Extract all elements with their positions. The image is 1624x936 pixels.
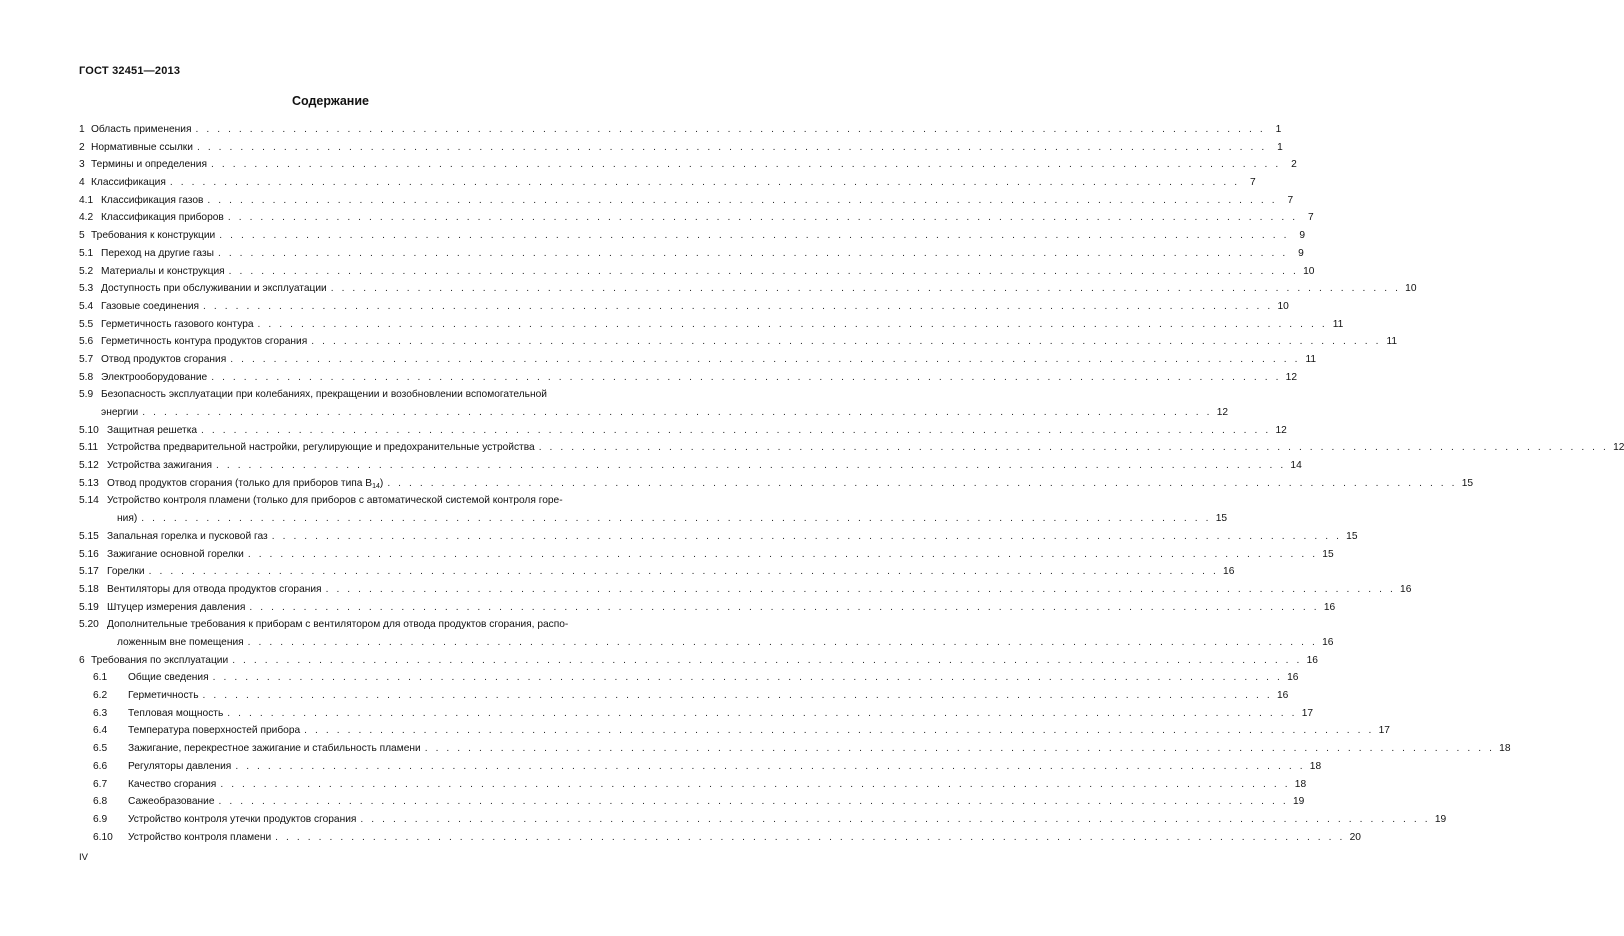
toc-entry-number: 4.1	[79, 194, 94, 206]
toc-entry-page: 19	[1434, 813, 1447, 825]
toc-entry-number: 5.15	[79, 530, 99, 542]
toc-entry-number: 6	[79, 654, 85, 666]
toc-entry-title: Устройство контроля утечки продуктов сгорания	[128, 813, 357, 825]
toc-entry[interactable]	[79, 563, 1235, 581]
toc-entry-page: 18	[1309, 760, 1322, 772]
toc-entry-number: 5.20	[79, 619, 99, 631]
toc-entry-title: Электрооборудование	[101, 371, 208, 383]
toc-entry-title: Требования по эксплуатации	[91, 654, 229, 666]
dot-leader: . . . . . . . . . . . . . . . . . . . . . . . . . . . . . . . . . . . . . . . . . . . . . . . . . . . . . . . . . . . . . . . . . . . . . . . . . . . . . . . . . . . . . . . . . . . . . . . . . . .	[247, 637, 1318, 649]
toc-entry-number: 5.1	[79, 247, 94, 259]
toc-entry-title: Штуцер измерения давления	[107, 601, 246, 613]
toc-entry-page: 9	[1298, 247, 1304, 259]
toc-entry-title: Вентиляторы для отвода продуктов сгорания	[107, 583, 322, 595]
toc-entry[interactable]	[79, 687, 1289, 705]
dot-leader: . . . . . . . . . . . . . . . . . . . . . . . . . . . . . . . . . . . . . . . . . . . . . . . . . . . . . . . . . . . . . . . . . . . . . . . . . . . . . . . . . . . . . . . . . . . . . . . . . . .	[271, 530, 1342, 542]
toc-entry[interactable]	[79, 811, 1447, 829]
toc-entry[interactable]	[79, 192, 1294, 210]
toc-entry-number: 5.12	[79, 460, 99, 472]
toc-entry[interactable]	[79, 227, 1306, 245]
toc-entry-page: 16	[1306, 654, 1318, 666]
toc-entry-page: 11	[1386, 336, 1398, 348]
dot-leader: . . . . . . . . . . . . . . . . . . . . . . . . . . . . . . . . . . . . . . . . . . . . . . . . . . . . . . . . . . . . . . . . . . . . . . . . . . . . . . . . . . . . . . . . . . . . . . . . . . .	[211, 371, 1281, 383]
toc-entry-page: 18	[1294, 778, 1307, 790]
dot-leader: . . . . . . . . . . . . . . . . . . . . . . . . . . . . . . . . . . . . . . . . . . . . . . . . . . . . . . . . . . . . . . . . . . . . . . . . . . . . . . . . . . . . . . . . . . . . . . . . . . .	[230, 353, 1301, 365]
toc-entry-page: 12	[1613, 442, 1624, 454]
dot-leader: . . . . . . . . . . . . . . . . . . . . . . . . . . . . . . . . . . . . . . . . . . . . . . . . . . . . . . . . . . . . . . . . . . . . . . . . . . . . . . . . . . . . . . . . . . . . . . . . . . .	[202, 690, 1273, 702]
dot-leader: . . . . . . . . . . . . . . . . . . . . . . . . . . . . . . . . . . . . . . . . . . . . . . . . . . . . . . . . . . . . . . . . . . . . . . . . . . . . . . . . . . . . . . . . . . . . . . . . . . .	[538, 442, 1609, 454]
toc-entry-page: 14	[1290, 460, 1302, 472]
toc-entry-title: Герметичность газового контура	[101, 318, 254, 330]
toc-entry-title: Общие сведения	[128, 672, 209, 684]
dot-leader: . . . . . . . . . . . . . . . . . . . . . . . . . . . . . . . . . . . . . . . . . . . . . . . . . . . . . . . . . . . . . . . . . . . . . . . . . . . . . . . . . . . . . . . . . . . . . . . . . . .	[148, 566, 1219, 578]
toc-entry-title: Устройства зажигания	[107, 460, 212, 472]
toc-entry-number: 6.9	[93, 813, 108, 825]
table-of-contents	[79, 121, 1624, 846]
toc-entry-number: 5.4	[79, 300, 94, 312]
toc-entry-page: 17	[1301, 707, 1314, 719]
dot-leader: . . . . . . . . . . . . . . . . . . . . . . . . . . . . . . . . . . . . . . . . . . . . . . . . . . . . . . . . . . . . . . . . . . . . . . . . . . . . . . . . . . . . . . . . . . . . . . . . . . .	[218, 796, 1289, 808]
toc-entry-title-suffix: )	[379, 477, 384, 489]
toc-entry[interactable]	[79, 528, 1358, 546]
toc-entry-title: Герметичность контура продуктов сгорания	[101, 336, 308, 348]
toc-entry-number: 5.19	[79, 601, 99, 613]
toc-entry[interactable]	[79, 439, 1624, 457]
toc-entry-page: 18	[1499, 743, 1511, 755]
toc-entry[interactable]	[79, 174, 1256, 192]
page-title: Содержание	[291, 94, 369, 108]
toc-entry[interactable]	[79, 263, 1315, 281]
dot-leader: . . . . . . . . . . . . . . . . . . . . . . . . . . . . . . . . . . . . . . . . . . . . . . . . . . . . . . . . . . . . . . . . . . . . . . . . . . . . . . . . . . . . . . . . . . . . . . . . . . .	[195, 124, 1266, 135]
toc-entry[interactable]	[79, 776, 1307, 794]
toc-entry-page: 15	[1461, 477, 1474, 489]
toc-entry-number: 5.3	[79, 283, 94, 295]
toc-entry[interactable]	[79, 209, 1314, 227]
toc-entry-number: 5.2	[79, 265, 94, 277]
toc-entry-number: 5.13	[79, 477, 99, 489]
document-id: ГОСТ 32451—2013	[79, 65, 181, 77]
toc-entry-number: 5.6	[79, 336, 94, 348]
dot-leader: . . . . . . . . . . . . . . . . . . . . . . . . . . . . . . . . . . . . . . . . . . . . . . . . . . . . . . . . . . . . . . . . . . . . . . . . . . . . . . . . . . . . . . . . . . . . . . . . . . .	[219, 230, 1290, 242]
toc-entry-title: Отвод продуктов сгорания	[101, 353, 227, 365]
dot-leader: . . . . . . . . . . . . . . . . . . . . . . . . . . . . . . . . . . . . . . . . . . . . . . . . . . . . . . . . . . . . . . . . . . . . . . . . . . . . . . . . . . . . . . . . . . . . . . . . . . .	[196, 141, 1267, 153]
toc-entry-title: Сажеобразование	[128, 796, 215, 808]
dot-leader: . . . . . . . . . . . . . . . . . . . . . . . . . . . . . . . . . . . . . . . . . . . . . . . . . . . . . . . . . . . . . . . . . . . . . . . . . . . . . . . . . . . . . . . . . . . . . . . . . . .	[275, 831, 1345, 843]
toc-entry-number: 6.2	[93, 690, 108, 702]
toc-entry-title: Устройства предварительной настройки, регулирующие и предохранительные устройства	[107, 442, 535, 454]
toc-entry-page: 7	[1307, 212, 1314, 224]
toc-entry-title: ложенным вне помещения	[117, 637, 244, 649]
toc-entry-title: Безопасность эксплуатации при колебаниях, прекращении и возобновлении вспомогательной	[101, 389, 547, 401]
toc-entry[interactable]	[79, 369, 1297, 387]
toc-entry-number: 6.7	[93, 778, 108, 790]
toc-entry-number: 5	[79, 230, 85, 242]
toc-entry-title: Классификация газов	[101, 194, 204, 206]
toc-entry-page: 1	[1275, 124, 1282, 135]
toc-entry-page: 1	[1277, 141, 1283, 153]
toc-entry[interactable]	[79, 139, 1283, 157]
toc-entry-title: Классификация	[91, 177, 166, 189]
dot-leader: . . . . . . . . . . . . . . . . . . . . . . . . . . . . . . . . . . . . . . . . . . . . . . . . . . . . . . . . . . . . . . . . . . . . . . . . . . . . . . . . . . . . . . . . . . . . . . . . . . .	[249, 601, 1320, 613]
toc-entry-number: 4.2	[79, 212, 94, 224]
toc-entry-page: 2	[1291, 159, 1297, 171]
toc-entry[interactable]	[79, 616, 1334, 651]
toc-entry-title: Требования к конструкции	[91, 230, 216, 242]
toc-entry-title: Материалы и конструкция	[101, 265, 225, 277]
dot-leader: . . . . . . . . . . . . . . . . . . . . . . . . . . . . . . . . . . . . . . . . . . . . . . . . . . . . . . . . . . . . . . . . . . . . . . . . . . . . . . . . . . . . . . . . . . . . . . . . . . .	[212, 672, 1283, 684]
toc-entry-title: Качество сгорания	[128, 778, 217, 790]
toc-entry-title: Горелки	[107, 566, 145, 578]
toc-entry-page: 16	[1400, 583, 1412, 595]
toc-entry-page: 10	[1303, 265, 1315, 277]
toc-entry-page: 19	[1292, 796, 1305, 808]
dot-leader: . . . . . . . . . . . . . . . . . . . . . . . . . . . . . . . . . . . . . . . . . . . . . . . . . . . . . . . . . . . . . . . . . . . . . . . . . . . . . . . . . . . . . . . . . . . . . . . . . . .	[220, 778, 1291, 790]
toc-entry[interactable]	[79, 121, 1282, 139]
dot-leader: . . . . . . . . . . . . . . . . . . . . . . . . . . . . . . . . . . . . . . . . . . . . . . . . . . . . . . . . . . . . . . . . . . . . . . . . . . . . . . . . . . . . . . . . . . . . . . . . . . .	[325, 583, 1396, 595]
toc-entry-page: 15	[1322, 548, 1334, 560]
toc-entry-page: 16	[1323, 601, 1336, 613]
toc-entry[interactable]	[79, 793, 1305, 811]
toc-entry-page: 16	[1223, 566, 1235, 578]
toc-entry-title: Устройство контроля пламени (только для приборов с автоматической системой контроля горе-	[107, 495, 563, 507]
toc-entry[interactable]	[79, 333, 1398, 351]
toc-entry-number: 6.1	[93, 672, 108, 684]
toc-entry[interactable]	[79, 492, 1228, 527]
toc-entry-number: 5.18	[79, 583, 99, 595]
dot-leader: . . . . . . . . . . . . . . . . . . . . . . . . . . . . . . . . . . . . . . . . . . . . . . . . . . . . . . . . . . . . . . . . . . . . . . . . . . . . . . . . . . . . . . . . . . . . . . . . . . .	[227, 212, 1298, 224]
toc-entry-title: Запальная горелка и пусковой газ	[107, 530, 268, 542]
toc-entry-page: 12	[1285, 371, 1297, 383]
toc-entry-number: 6.5	[93, 743, 108, 755]
toc-entry-number: 6.8	[93, 796, 108, 808]
toc-entry[interactable]	[79, 475, 1474, 493]
toc-entry-page: 11	[1332, 318, 1344, 330]
toc-entry-title: Тепловая мощность	[128, 707, 224, 719]
dot-leader: . . . . . . . . . . . . . . . . . . . . . . . . . . . . . . . . . . . . . . . . . . . . . . . . . . . . . . . . . . . . . . . . . . . . . . . . . . . . . . . . . . . . . . . . . . . . . . . . . . .	[232, 654, 1302, 666]
dot-leader: . . . . . . . . . . . . . . . . . . . . . . . . . . . . . . . . . . . . . . . . . . . . . . . . . . . . . . . . . . . . . . . . . . . . . . . . . . . . . . . . . . . . . . . . . . . . . . . . . . .	[235, 760, 1306, 772]
toc-entry[interactable]	[79, 669, 1299, 687]
toc-entry[interactable]	[79, 245, 1304, 263]
toc-entry[interactable]	[79, 599, 1336, 617]
toc-entry-page: 10	[1277, 300, 1289, 312]
dot-leader: . . . . . . . . . . . . . . . . . . . . . . . . . . . . . . . . . . . . . . . . . . . . . . . . . . . . . . . . . . . . . . . . . . . . . . . . . . . . . . . . . . . . . . . . . . . . . . . . . . .	[203, 300, 1273, 312]
toc-entry-title: Герметичность	[128, 690, 199, 702]
dot-leader: . . . . . . . . . . . . . . . . . . . . . . . . . . . . . . . . . . . . . . . . . . . . . . . . . . . . . . . . . . . . . . . . . . . . . . . . . . . . . . . . . . . . . . . . . . . . . . . . . . .	[257, 318, 1328, 330]
dot-leader: . . . . . . . . . . . . . . . . . . . . . . . . . . . . . . . . . . . . . . . . . . . . . . . . . . . . . . . . . . . . . . . . . . . . . . . . . . . . . . . . . . . . . . . . . . . . . . . . . . .	[201, 424, 1271, 436]
toc-entry-page: 7	[1287, 194, 1294, 206]
toc-entry-title: Зажигание, перекрестное зажигание и стабильность пламени	[128, 743, 421, 755]
toc-entry-number: 5.10	[79, 424, 99, 436]
toc-entry-page: 15	[1346, 530, 1358, 542]
toc-entry-number: 6.4	[93, 725, 108, 737]
toc-entry-page: 9	[1299, 230, 1306, 242]
toc-entry-number: 6.6	[93, 760, 108, 772]
dot-leader: . . . . . . . . . . . . . . . . . . . . . . . . . . . . . . . . . . . . . . . . . . . . . . . . . . . . . . . . . . . . . . . . . . . . . . . . . . . . . . . . . . . . . . . . . . . . . . . . . . .	[311, 336, 1382, 348]
toc-entry[interactable]	[79, 280, 1417, 298]
dot-leader: . . . . . . . . . . . . . . . . . . . . . . . . . . . . . . . . . . . . . . . . . . . . . . . . . . . . . . . . . . . . . . . . . . . . . . . . . . . . . . . . . . . . . . . . . . . . . . . . . . .	[228, 265, 1299, 277]
toc-entry-page: 12	[1275, 424, 1287, 436]
toc-entry-number: 6.10	[93, 831, 113, 843]
toc-entry-number: 5.14	[79, 495, 99, 507]
toc-entry-number: 4	[79, 177, 85, 189]
toc-entry-title: Защитная решетка	[107, 424, 198, 436]
dot-leader: . . . . . . . . . . . . . . . . . . . . . . . . . . . . . . . . . . . . . . . . . . . . . . . . . . . . . . . . . . . . . . . . . . . . . . . . . . . . . . . . . . . . . . . . . . . . . . . . . . .	[169, 177, 1240, 189]
toc-entry[interactable]	[79, 740, 1511, 758]
toc-entry-title: Дополнительные требования к приборам с вентилятором для отвода продуктов сгорания, распо-	[107, 619, 569, 631]
dot-leader: . . . . . . . . . . . . . . . . . . . . . . . . . . . . . . . . . . . . . . . . . . . . . . . . . . . . . . . . . . . . . . . . . . . . . . . . . . . . . . . . . . . . . . . . . . . . . . . . . . .	[304, 725, 1374, 737]
toc-entry-number: 1	[79, 124, 85, 135]
toc-entry-number: 5.7	[79, 353, 94, 365]
dot-leader: . . . . . . . . . . . . . . . . . . . . . . . . . . . . . . . . . . . . . . . . . . . . . . . . . . . . . . . . . . . . . . . . . . . . . . . . . . . . . . . . . . . . . . . . . . . . . . . . . . .	[247, 548, 1318, 560]
toc-entry-title: Газовые соединения	[101, 300, 200, 312]
toc-entry[interactable]	[79, 298, 1289, 316]
toc-entry-page: 16	[1287, 672, 1299, 684]
toc-entry[interactable]	[79, 422, 1287, 440]
toc-entry-page: 15	[1215, 513, 1228, 525]
dot-leader: . . . . . . . . . . . . . . . . . . . . . . . . . . . . . . . . . . . . . . . . . . . . . . . . . . . . . . . . . . . . . . . . . . . . . . . . . . . . . . . . . . . . . . . . . . . . . . . . . . .	[387, 477, 1458, 489]
toc-entry-page: 16	[1322, 637, 1334, 649]
toc-entry-title: Доступность при обслуживании и эксплуатации	[101, 283, 327, 295]
dot-leader: . . . . . . . . . . . . . . . . . . . . . . . . . . . . . . . . . . . . . . . . . . . . . . . . . . . . . . . . . . . . . . . . . . . . . . . . . . . . . . . . . . . . . . . . . . . . . . . . . . .	[227, 707, 1298, 719]
toc-entry-title: Классификация приборов	[101, 212, 224, 224]
toc-entry-page: 7	[1250, 177, 1256, 189]
toc-entry[interactable]	[79, 581, 1412, 599]
toc-entry-number: 5.11	[79, 442, 99, 454]
toc-entry-page: 11	[1305, 353, 1317, 365]
toc-entry[interactable]	[79, 457, 1302, 475]
toc-entry-page: 10	[1405, 283, 1417, 295]
toc-entry-title: Зажигание основной горелки	[107, 548, 244, 560]
toc-entry[interactable]	[79, 758, 1322, 776]
dot-leader: . . . . . . . . . . . . . . . . . . . . . . . . . . . . . . . . . . . . . . . . . . . . . . . . . . . . . . . . . . . . . . . . . . . . . . . . . . . . . . . . . . . . . . . . . . . . . . . . . . .	[330, 283, 1401, 295]
dot-leader: . . . . . . . . . . . . . . . . . . . . . . . . . . . . . . . . . . . . . . . . . . . . . . . . . . . . . . . . . . . . . . . . . . . . . . . . . . . . . . . . . . . . . . . . . . . . . . . . . . .	[215, 460, 1286, 472]
toc-entry[interactable]	[79, 156, 1297, 174]
toc-entry[interactable]	[79, 652, 1318, 670]
toc-entry[interactable]	[79, 829, 1361, 847]
page-number: IV	[79, 852, 88, 863]
toc-entry-title: Переход на другие газы	[101, 247, 214, 259]
toc-entry-title: Регуляторы давления	[128, 760, 232, 772]
dot-leader: . . . . . . . . . . . . . . . . . . . . . . . . . . . . . . . . . . . . . . . . . . . . . . . . . . . . . . . . . . . . . . . . . . . . . . . . . . . . . . . . . . . . . . . . . . . . . . . . . . .	[424, 743, 1495, 755]
toc-entry-number: 2	[79, 141, 85, 153]
toc-entry-title: Температура поверхностей прибора	[128, 725, 301, 737]
toc-entry-page: 17	[1378, 725, 1390, 737]
toc-entry-number: 5.17	[79, 566, 99, 578]
toc-entry-title: Отвод продуктов сгорания (только для приборов типа B	[107, 477, 373, 489]
toc-entry-page: 16	[1276, 690, 1289, 702]
toc-entry-title: энергии	[101, 407, 139, 419]
toc-entry[interactable]	[79, 722, 1390, 740]
dot-leader: . . . . . . . . . . . . . . . . . . . . . . . . . . . . . . . . . . . . . . . . . . . . . . . . . . . . . . . . . . . . . . . . . . . . . . . . . . . . . . . . . . . . . . . . . . . . . . . . . . .	[360, 813, 1431, 825]
toc-entry-number: 5.5	[79, 318, 94, 330]
dot-leader: . . . . . . . . . . . . . . . . . . . . . . . . . . . . . . . . . . . . . . . . . . . . . . . . . . . . . . . . . . . . . . . . . . . . . . . . . . . . . . . . . . . . . . . . . . . . . . . . . . .	[141, 513, 1212, 525]
toc-entry-title: Нормативные ссылки	[91, 141, 193, 153]
toc-entry-number: 5.9	[79, 389, 94, 401]
toc-entry[interactable]	[79, 546, 1334, 564]
toc-entry-number: 3	[79, 159, 85, 171]
toc-entry-title: Термины и определения	[91, 159, 207, 171]
toc-entry-title: Область применения	[91, 124, 192, 135]
dot-leader: . . . . . . . . . . . . . . . . . . . . . . . . . . . . . . . . . . . . . . . . . . . . . . . . . . . . . . . . . . . . . . . . . . . . . . . . . . . . . . . . . . . . . . . . . . . . . . . . . . .	[210, 159, 1281, 171]
dot-leader: . . . . . . . . . . . . . . . . . . . . . . . . . . . . . . . . . . . . . . . . . . . . . . . . . . . . . . . . . . . . . . . . . . . . . . . . . . . . . . . . . . . . . . . . . . . . . . . . . . .	[142, 407, 1213, 419]
toc-entry[interactable]	[79, 351, 1317, 369]
toc-entry-title: ния)	[117, 513, 138, 525]
toc-entry-number: 6.3	[93, 707, 108, 719]
toc-entry[interactable]	[79, 705, 1314, 723]
dot-leader: . . . . . . . . . . . . . . . . . . . . . . . . . . . . . . . . . . . . . . . . . . . . . . . . . . . . . . . . . . . . . . . . . . . . . . . . . . . . . . . . . . . . . . . . . . . . . . . . . . .	[217, 247, 1288, 259]
toc-entry-number: 5.8	[79, 371, 94, 383]
toc-entry-page: 12	[1216, 407, 1229, 419]
toc-entry[interactable]	[79, 316, 1344, 334]
subscript: 14	[372, 482, 380, 490]
toc-entry-number: 5.16	[79, 548, 99, 560]
toc-entry-page: 20	[1349, 831, 1361, 843]
dot-leader: . . . . . . . . . . . . . . . . . . . . . . . . . . . . . . . . . . . . . . . . . . . . . . . . . . . . . . . . . . . . . . . . . . . . . . . . . . . . . . . . . . . . . . . . . . . . . . . . . . .	[207, 194, 1278, 206]
toc-entry[interactable]	[79, 386, 1229, 421]
toc-entry-title: Устройство контроля пламени	[128, 831, 272, 843]
